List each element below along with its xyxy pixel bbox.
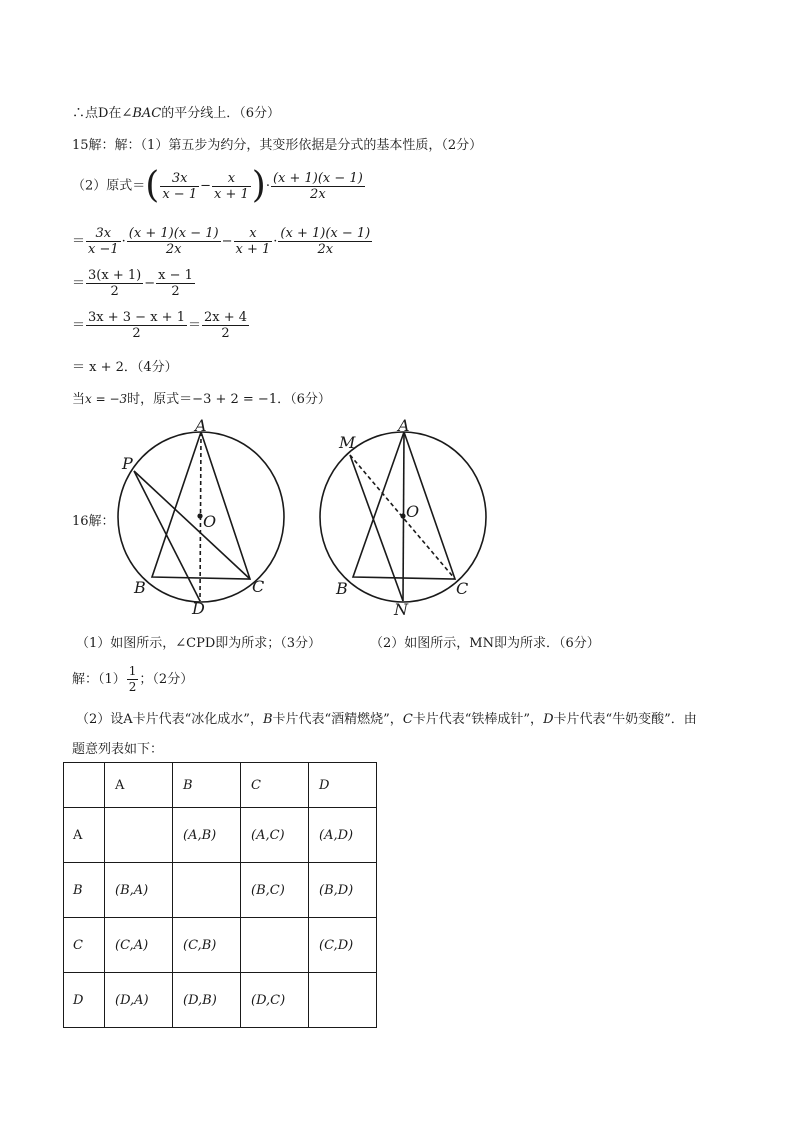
q17-part1: 解：（1） $\frac{1}{2}$ ；（2分） xyxy=(72,664,194,694)
q15-part1: 15解：解：（1）第五步为约分，其变形依据是分式的基本性质，（2分） xyxy=(72,138,483,153)
dot-sign: · xyxy=(121,234,126,249)
table-header-row xyxy=(64,763,377,808)
evaluation-line: 当x = −3时，原式＝−3 + 2 = −1．（6分） xyxy=(72,392,331,407)
table-row xyxy=(64,918,377,973)
table-cell: A xyxy=(64,808,105,863)
table-cell: (C,A) xyxy=(105,918,173,973)
expr-prefix: （2）原式＝ xyxy=(72,178,146,194)
label-m-2: M xyxy=(339,433,356,452)
table-row xyxy=(64,808,377,863)
minus-sign: − xyxy=(200,178,211,194)
conclusion-line xyxy=(72,102,280,121)
equals-sign: ＝ xyxy=(72,276,86,291)
fraction: $\frac{(x + 1)(x - 1)}{2x}$ xyxy=(272,170,363,202)
table-cell: C xyxy=(241,763,309,808)
expr-step-3 xyxy=(72,268,196,299)
label-o-2: O xyxy=(406,502,420,521)
table-cell xyxy=(173,863,241,918)
table-cell: (D,A) xyxy=(105,973,173,1028)
table-cell: (A,B) xyxy=(173,808,241,863)
q16-answer-2: （2）如图所示，MN即为所求．（6分） xyxy=(370,636,600,651)
table-cell: (B,A) xyxy=(105,863,173,918)
label-c-2: C xyxy=(456,579,469,598)
table-cell: (C,B) xyxy=(173,918,241,973)
minus-sign: − xyxy=(221,234,233,249)
left-paren: ( xyxy=(145,165,160,206)
table-cell: (A,C) xyxy=(241,808,309,863)
minus-sign: − xyxy=(144,276,156,291)
fraction: $\frac{3(x + 1)}{2}$ xyxy=(88,268,142,299)
table-cell: D xyxy=(64,973,105,1028)
table-cell: (B,D) xyxy=(309,863,377,918)
table-cell: (D,C) xyxy=(241,973,309,1028)
table-cell: C xyxy=(64,918,105,973)
equals-sign: ＝ xyxy=(72,318,86,333)
fraction: $\frac{x - 1}{2}$ xyxy=(158,268,193,299)
table-cell: A xyxy=(105,763,173,808)
expr-step-1 xyxy=(72,165,366,206)
fraction: $\frac{(x + 1)(x - 1)}{2x}$ xyxy=(280,226,371,257)
q17-part2-line2: 题意列表如下： xyxy=(72,742,164,757)
line-mn xyxy=(350,455,403,601)
conclusion-prefix: ∴点D在 xyxy=(72,106,122,121)
right-paren: ) xyxy=(251,165,266,206)
q16-answer-1: （1）如图所示，∠CPD即为所求；（3分） xyxy=(76,636,322,651)
table-row xyxy=(64,863,377,918)
fraction-half: $\frac{1}{2}$ xyxy=(128,664,137,694)
label-a-2: A xyxy=(398,416,410,435)
dot-sign: · xyxy=(273,234,278,249)
equals-sign: ＝ xyxy=(72,234,86,249)
center-dot-2 xyxy=(400,513,405,518)
label-d-1: D xyxy=(192,599,205,618)
table-cell: (A,D) xyxy=(309,808,377,863)
table-cell xyxy=(241,918,309,973)
expr-step-4 xyxy=(72,310,250,341)
fraction: $\frac{x}{x + 1}$ xyxy=(214,170,249,202)
conclusion-suffix: 的平分线上．（6分） xyxy=(161,106,281,121)
label-n-2: N xyxy=(394,600,408,619)
label-p-1: P xyxy=(122,454,133,473)
fraction: $\frac{3x}{x -1}$ xyxy=(88,226,119,257)
table-cell: B xyxy=(173,763,241,808)
center-dot-1 xyxy=(197,513,202,518)
fraction: $\frac{3x}{x - 1}$ xyxy=(162,170,198,202)
geometry-figures xyxy=(110,410,510,625)
dot-sign: · xyxy=(265,178,270,194)
equals-sign: ＝ xyxy=(187,318,201,333)
table-cell: (C,D) xyxy=(309,918,377,973)
fraction: $\frac{3x + 3 - x + 1}{2}$ xyxy=(88,310,185,341)
label-b-2: B xyxy=(336,579,348,598)
fraction: $\frac{(x + 1)(x - 1)}{2x}$ xyxy=(128,226,219,257)
outcome-table xyxy=(63,762,377,1028)
label-a-1: A xyxy=(195,416,207,435)
label-o-1: O xyxy=(203,512,217,531)
fraction: $\frac{x}{x + 1}$ xyxy=(235,226,271,257)
table-cell xyxy=(64,763,105,808)
expr-step-2 xyxy=(72,226,373,257)
fraction: $\frac{2x + 4}{2}$ xyxy=(203,310,248,341)
expr-step-5: ＝ x + 2．（4分） xyxy=(72,360,178,375)
table-cell xyxy=(309,973,377,1028)
table-cell xyxy=(105,808,173,863)
angle-symbol: ∠ xyxy=(121,106,133,121)
table-cell: (B,C) xyxy=(241,863,309,918)
label-b-1: B xyxy=(134,578,146,597)
q16-label: 16解： xyxy=(72,514,115,529)
angle-name: BAC xyxy=(132,106,162,121)
label-c-1: C xyxy=(252,577,265,596)
table-cell: (D,B) xyxy=(173,973,241,1028)
table-row xyxy=(64,973,377,1028)
table-cell: B xyxy=(64,863,105,918)
q17-part2-line1: （2）设A卡片代表“冰化成水”，B卡片代表“酒精燃烧”，C卡片代表“铁棒成针”，D卡片代表“牛奶变酸”．由 xyxy=(76,712,697,727)
table-cell: D xyxy=(309,763,377,808)
